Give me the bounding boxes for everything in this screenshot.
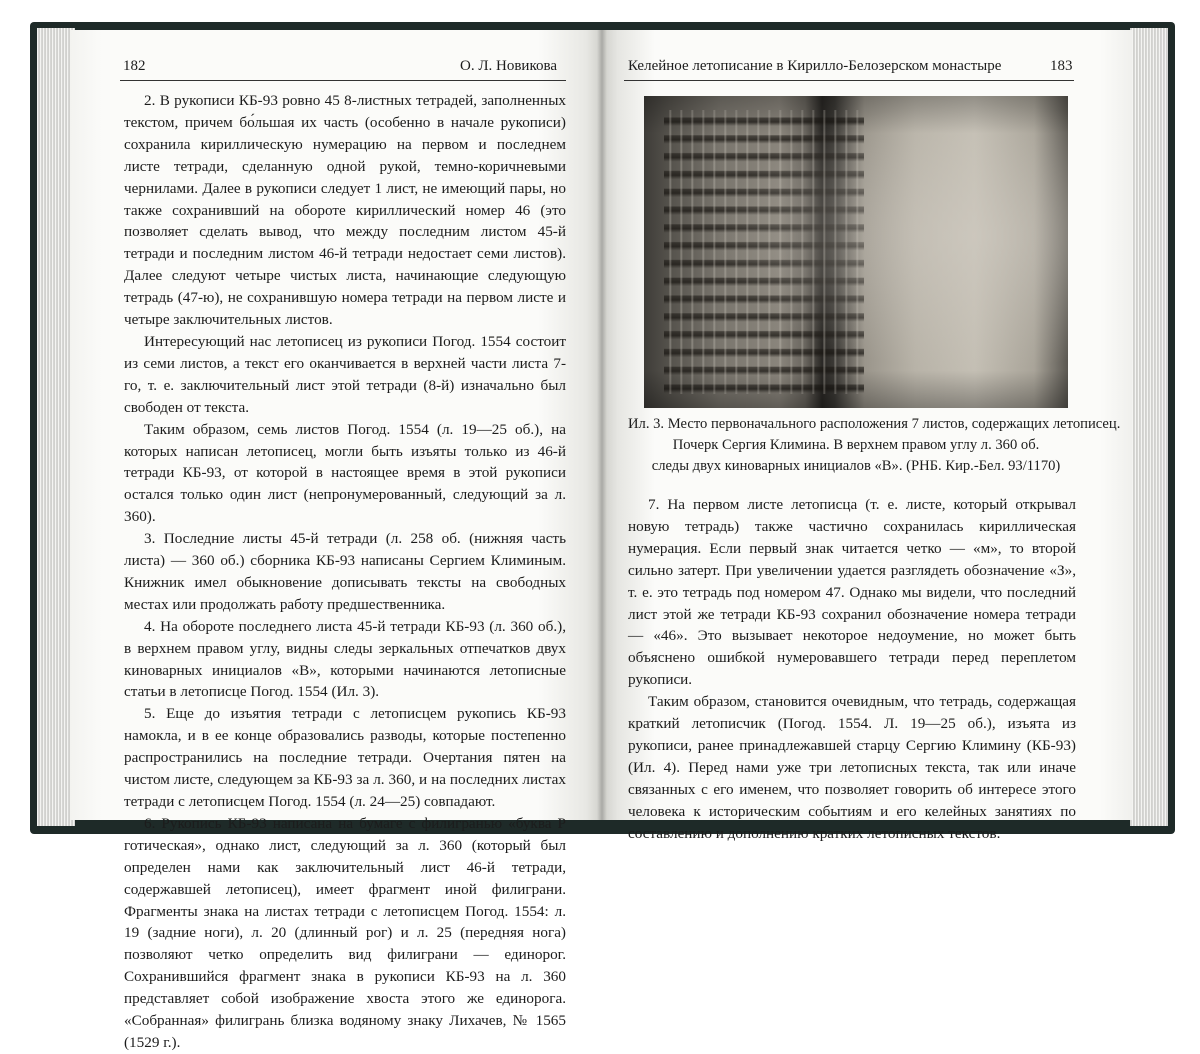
right-page-number: 183	[1050, 58, 1073, 74]
paragraph: 5. Еще до изъятия тетради с летописцем рукопись КБ-93 намокла, и в ее конце образовались разводы, которые постепенно распространились на последние тетради. Очертания пятен на чистом листе, следующем за КБ-93 за л. 360, и на последних листах тетради с летописцем Погод. 1554 (л. 24—25) совпадают.	[124, 705, 566, 810]
left-page-text	[124, 90, 566, 1054]
figure-caption	[628, 414, 1121, 477]
paragraph: Интересующий нас летописец из рукописи Погод. 1554 состоит из семи листов, а текст его оканчивается в верхней части листа 7-го, т. е. заключительный лист этой тетради (8-й) изначально был свободен от текста.	[124, 332, 566, 416]
left-header-rule	[120, 80, 566, 81]
left-running-head: О. Л. Новикова	[460, 58, 558, 74]
book-gutter	[597, 30, 607, 820]
paragraph: 3. Последние листы 45-й тетради (л. 258 об. (нижняя часть листа) — 360 об.) сборника КБ-93 написаны Сергием Климиным. Книжник имел обыкновение дописывать тексты на свободных местах или продолжать работу предшественника.	[124, 530, 566, 613]
caption-line: Ил. 3. Место первоначального расположения 7 листов, содержащих летописец.	[628, 416, 1121, 432]
right-page-edges	[1130, 28, 1168, 826]
paragraph: Таким образом, становится очевидным, что тетрадь, содержащая краткий летописчик (Погод. 1554. Л. 19—25 об.), изъята из рукописи, ранее принадлежавшей старцу Сергию Климину (КБ-93) (Ил. 4). Перед нами уже три летописных текста, так или иначе связанных с его именем, что позволяет говорить об интересе этого человека к историческим событиям и его келейных занятиях по составлению и дополнению кратких летописных текстов.	[628, 693, 1076, 842]
paragraph: 6. Рукопись КБ-93 написана на бумаге с филигранью «буква Р готическая», однако лист, следующий за л. 360 (который был определен нами как заключительный лист 46-й тетради, содержавшей летописец), имеет фрагмент иной филиграни. Фрагменты знака на листах тетради с летописцем Погод. 1554: л. 19 (задние ноги), л. 20 (длинный рог) и л. 25 (передняя нога) позволяют четко определить вид филиграни — единорог. Сохранившийся фрагмент знака в рукописи КБ-93 на л. 360 представляет собой изображение хвоста этого же единорога. «Собранная» филигрань близка водяному знаку Лихачев, № 1565 (1529 г.).	[124, 814, 566, 1051]
paragraph: 2. В рукописи КБ-93 ровно 45 8-листных тетрадей, заполненных текстом, причем бо́льшая их часть (особенно в начале рукописи) сохранила кириллическую нумерацию на первом и последнем листе тетради, сделанную одной рукой, темно-коричневыми чернилами. Далее в рукописи следует 1 лист, не имеющий пары, но также сохранивший на обороте кириллический номер 46 (это позволяет сделать вывод, что между последним листом 45-й тетради и последним листом 46-й тетради недостает семи листов). Далее следуют четыре чистых листа, начинающие следующую тетрадь (47-ю), не сохранившую номера тетради на первом листе и четыре заключительных листов.	[124, 92, 566, 329]
right-running-head: Келейное летописание в Кирилло-Белозерском монастыре	[628, 58, 1002, 74]
paragraph: 4. На обороте последнего листа 45-й тетради КБ-93 (л. 360 об.), в верхнем правом углу, видны следы зеркальных отпечатков двух киноварных инициалов «В», которыми начинаются летописные статьи в летописце Погод. 1554 (Ил. 3).	[124, 617, 566, 701]
paragraph: Таким образом, семь листов Погод. 1554 (л. 19—25 об.), на которых написан летописец, могли быть изъяты только из 46-й тетради КБ-93, от которой в настоящее время в этой рукописи остался только один лист (непронумерованный, следующий за л. 360).	[124, 420, 566, 526]
caption-line: Почерк Сергия Климина. В верхнем правом углу л. 360 об.	[672, 437, 1040, 453]
right-header-rule	[624, 80, 1074, 81]
paragraph: 7. На первом листе летописца (т. е. листе, который открывал новую тетрадь) также частично сохранилась кириллическая нумерация. Если первый знак читается четко — «м», то второй сильно затерт. При увеличении удается разглядеть обозначение «З», т. е. это тетрадь под номером 47. Однако мы видели, что последний лист этой же тетради КБ-93 сохранил обозначение номера тетради — «46». Это вызывает некоторое недоумение, но может быть объяснено ошибкой нумеровавшего тетради перед переплетом рукописи.	[628, 496, 1076, 689]
caption-line: следы двух киноварных инициалов «В». (РНБ. Кир.-Бел. 93/1170)	[651, 458, 1061, 474]
right-page-text	[628, 494, 1076, 845]
manuscript-photo	[644, 96, 1068, 408]
left-page-number: 182	[123, 58, 146, 74]
